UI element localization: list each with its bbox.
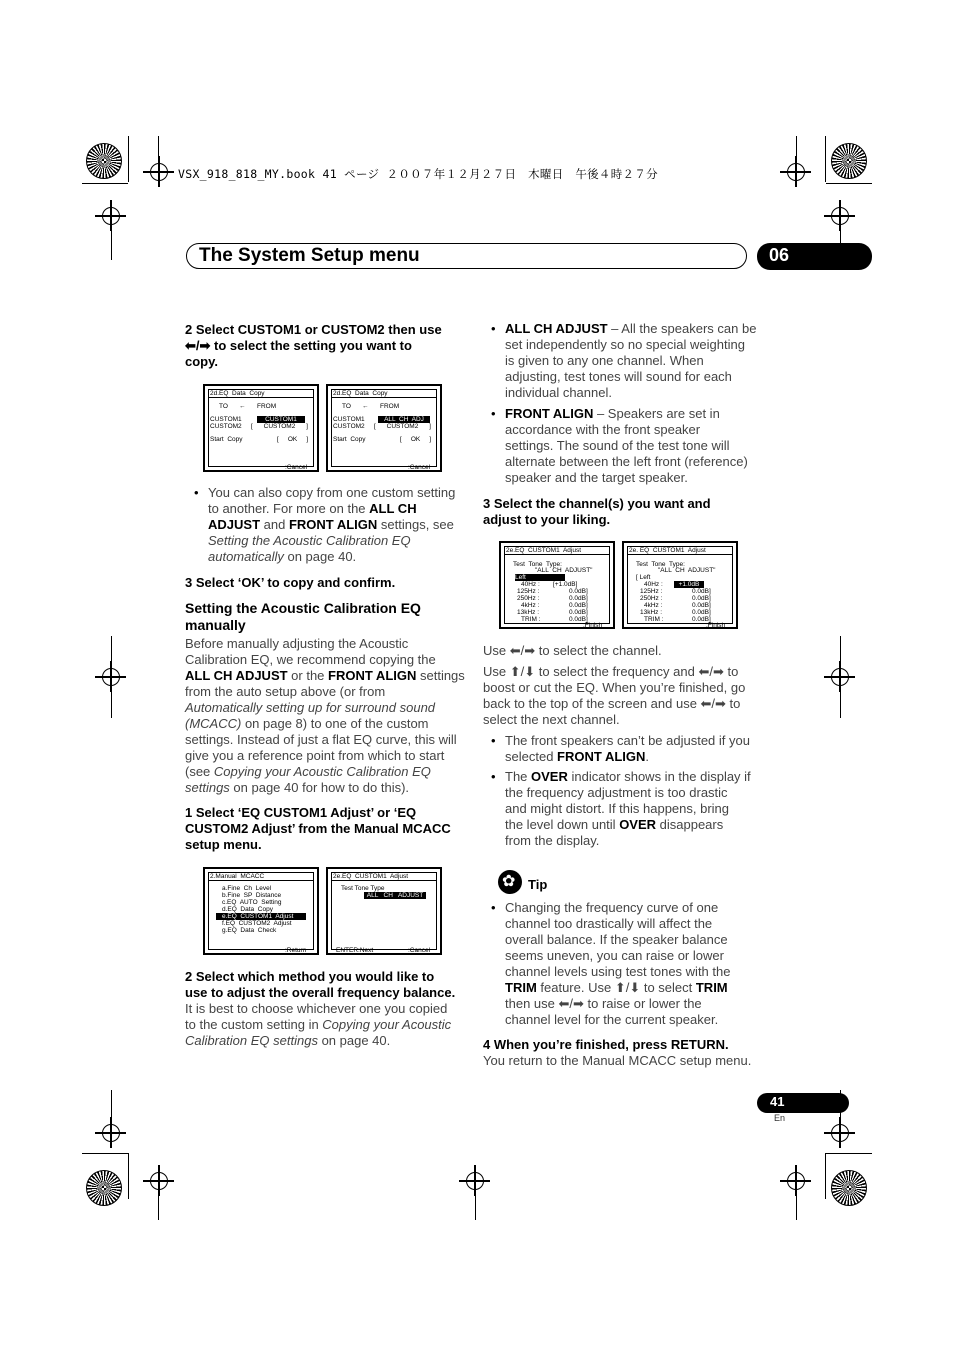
osd-text: 0.0dB] <box>569 616 588 623</box>
osd-menu-item: f.EQ CUSTOM2 Adjust <box>222 920 292 927</box>
text-span: – Speakers are set in <box>593 406 720 421</box>
osd-text: 40Hz : <box>644 581 663 588</box>
text-line: settings. Instead of just a flat EQ curve, this will <box>185 732 457 747</box>
osd-title: 2e.EQ CUSTOM1 Adjust <box>333 873 409 880</box>
osd-text: 13kHz : <box>517 609 540 616</box>
text-line: channel too drastically will affect the <box>505 916 713 931</box>
crosshair-icon <box>150 1172 168 1190</box>
section-title-bar <box>186 243 747 269</box>
osd-text: :Finish <box>583 622 603 629</box>
bullet-front-speakers <box>505 733 765 765</box>
text-line: set independently so no special weighting <box>505 337 745 352</box>
text-line: select the next channel. <box>483 712 620 727</box>
osd-text: 0.0dB] <box>569 602 588 609</box>
text-span: FRONT ALIGN <box>288 517 378 532</box>
text-line: from the display. <box>505 833 600 848</box>
osd-title: 2d.EQ Data Copy <box>210 390 265 397</box>
osd-text: [ OK ] <box>400 436 432 443</box>
osd-menu-item: d.EQ Data Copy <box>222 906 273 913</box>
text-line: and might distort. If this happens, bring <box>505 801 730 816</box>
text-span: TRIM <box>505 980 537 995</box>
text-span: on page 8) to one of the custom <box>241 716 429 731</box>
osd-title: 2d.EQ Data Copy <box>333 390 388 397</box>
osd-text: ENTER:Next <box>336 947 374 954</box>
text-span: ALL CH <box>369 501 417 516</box>
text-line: accordance with the front speaker <box>505 422 701 437</box>
section-heading: manually <box>185 617 246 633</box>
registration-star-icon <box>831 1170 867 1206</box>
text-line: • Changing the frequency curve of one <box>505 900 719 915</box>
language-code: En <box>774 1113 786 1123</box>
osd-text: :Finish <box>706 622 726 629</box>
osd-text: 0.0dB] <box>692 616 711 623</box>
osd-text: CUSTOM1 <box>210 416 242 423</box>
osd-title: 2e.EQ CUSTOM1 Adjust <box>506 547 582 554</box>
text-span: TRIM <box>695 980 728 995</box>
crosshair-icon <box>831 207 849 225</box>
osd-text: 0.0dB] <box>569 595 588 602</box>
text-span: indicator shows in the display if <box>567 769 751 784</box>
registration-star-icon <box>86 1170 122 1206</box>
text-span: settings <box>416 668 465 683</box>
tip-label: Tip <box>528 877 548 892</box>
text-span: to the custom setting in <box>185 1017 323 1032</box>
text-line: then use ⬅/➡ to raise or lower the <box>505 996 702 1011</box>
osd-text: FROM <box>380 403 400 410</box>
osd-text: "ALL CH ADJUST" <box>658 567 716 574</box>
text-span: OVER <box>619 817 657 832</box>
crosshair-icon <box>831 1124 849 1142</box>
step-2-heading: 2 Select CUSTOM1 or CUSTOM2 then use <box>185 322 442 337</box>
step-1-heading: setup menu. <box>185 837 262 852</box>
osd-selected: Left <box>515 574 565 581</box>
text-span: on page 40 for how to do this). <box>229 780 410 795</box>
osd-text: Test Tone Type: <box>636 561 685 568</box>
step-2-heading: copy. <box>185 354 218 369</box>
osd-screen-copy-b <box>326 384 442 472</box>
osd-text: CUSTOM1 <box>333 416 365 423</box>
osd-menu-item: a.Fine Ch Level <box>222 885 272 892</box>
step-1-heading: CUSTOM2 Adjust’ from the Manual MCACC <box>185 821 451 836</box>
text-span: the level down until <box>505 817 620 832</box>
osd-text: 0.0dB] <box>569 588 588 595</box>
bullet-front-align <box>505 406 765 486</box>
use-frequency-text <box>483 664 763 728</box>
text-line: • The front speakers can’t be adjusted if you <box>505 733 750 748</box>
bullet-copy-custom <box>208 485 468 565</box>
text-span: ALL CH ADJUST <box>505 321 608 336</box>
step-1-heading: 1 Select ‘EQ CUSTOM1 Adjust’ or ‘EQ <box>185 805 417 820</box>
osd-text: 125Hz : <box>517 588 540 595</box>
osd-text: TO <box>342 403 351 410</box>
text-line: channel levels using test tones with the <box>505 964 731 979</box>
osd-text: "ALL CH ADJUST" <box>535 567 593 574</box>
registration-star-icon <box>86 143 122 179</box>
osd-text: 250Hz : <box>640 595 663 602</box>
use-channel-text: Use ⬅/➡ to select the channel. <box>483 643 662 658</box>
text-line: back to the top of the screen and use ⬅/➡ to <box>483 696 741 711</box>
osd-text: :Return <box>285 947 307 954</box>
osd-text: ← <box>239 403 246 410</box>
bullet-over-indicator <box>505 769 765 849</box>
running-header: VSX_918_818_MY.book 41 ページ ２００７年１２月２７日 木曜日 午後４時２７分 <box>178 167 658 181</box>
crosshair-icon <box>150 163 168 181</box>
intro-paragraph <box>185 636 465 796</box>
text-span: Calibration EQ settings <box>185 1033 318 1048</box>
text-span: settings, see <box>377 517 454 532</box>
text-span: automatically <box>208 549 284 564</box>
text-span: – All the speakers can be <box>607 321 757 336</box>
page-title: The System Setup menu <box>199 245 420 266</box>
osd-text: 0.0dB] <box>692 595 711 602</box>
text-line: seems uneven, you can raise or lower <box>505 948 724 963</box>
osd-text: 125Hz : <box>640 588 663 595</box>
text-line: from the auto setup above (or from <box>185 684 386 699</box>
chapter-tab <box>757 243 872 270</box>
osd-screen-manual-mcacc <box>203 867 319 955</box>
osd-menu-item: b.Fine SP Distance <box>222 892 282 899</box>
text-span: settings <box>185 780 230 795</box>
tip-icon <box>498 870 522 894</box>
text-span: Copying your Acoustic Calibration EQ <box>213 764 431 779</box>
text-span: ALL CH ADJUST <box>185 668 288 683</box>
step-2-heading: ⬅/➡ to select the setting you want to <box>185 338 412 353</box>
text-line: is given to any one channel. When <box>505 353 704 368</box>
text-span: The <box>505 769 532 784</box>
osd-menu-item: c.EQ AUTO Setting <box>222 899 282 906</box>
osd-screen-copy-a <box>203 384 319 472</box>
text-line: overall balance. If the speaker balance <box>505 932 728 947</box>
text-line: Use ⬆/⬇ to select the frequency and ⬅/➡ to <box>483 664 739 679</box>
text-line: give you a reference point from which to start <box>185 748 445 763</box>
text-span: or the <box>287 668 329 683</box>
osd-text: :Cancel <box>408 947 431 954</box>
step-2-method-heading: 2 Select which method you would like to <box>185 969 435 984</box>
crosshair-icon <box>102 668 120 686</box>
text-span: Copying your Acoustic <box>322 1017 452 1032</box>
text-line: Setting the Acoustic Calibration EQ <box>208 533 411 548</box>
crosshair-icon <box>831 668 849 686</box>
text-span: . <box>645 749 650 764</box>
bullet-all-ch-adjust <box>505 321 765 401</box>
text-line: adjusting, test tones will sound for each <box>505 369 732 384</box>
step-3-channel-heading: adjust to your liking. <box>483 512 611 527</box>
text-span: FRONT ALIGN <box>505 406 594 421</box>
osd-selected: +1.0dB <box>674 581 704 588</box>
osd-selected: ALL CH ADJUST <box>364 892 426 899</box>
osd-text: Test Tone Type <box>341 885 385 892</box>
osd-text: [ CUSTOM2 ] <box>251 423 308 430</box>
text-line: individual channel. <box>505 385 612 400</box>
text-span: selected <box>505 749 558 764</box>
text-span: disappears <box>656 817 724 832</box>
text-line: channel level for the current speaker. <box>505 1012 719 1027</box>
osd-text: 250Hz : <box>517 595 540 602</box>
registration-star-icon <box>831 143 867 179</box>
text-line: alternate between the left front (reference) <box>505 454 748 469</box>
crosshair-icon <box>466 1172 484 1190</box>
text-span: feature. Use ⬆/⬇ to select <box>536 980 696 995</box>
chapter-number: 06 <box>769 245 790 265</box>
osd-text: Test Tone Type: <box>513 561 562 568</box>
osd-text: 0.0dB] <box>569 609 588 616</box>
osd-menu-item-selected: e.EQ CUSTOM1 Adjust <box>216 913 306 920</box>
step-4-heading: 4 When you’re finished, press RETURN. <box>483 1037 729 1052</box>
text-span: OVER <box>531 769 568 784</box>
step-3-heading: 3 Select ‘OK’ to copy and confirm. <box>185 575 396 590</box>
osd-text: 4kHz : <box>644 602 663 609</box>
osd-text: TRIM : <box>644 616 664 623</box>
osd-text: ← <box>362 403 369 410</box>
osd-text: Start Copy <box>210 436 243 443</box>
text-span: (see <box>185 764 214 779</box>
text-line: settings. The sound of the test tone will <box>505 438 730 453</box>
osd-title: 2e. EQ CUSTOM1 Adjust <box>629 547 706 554</box>
text-span: FRONT ALIGN <box>557 749 646 764</box>
osd-text: 0.0dB] <box>692 602 711 609</box>
text-line: Calibration EQ, we recommend copying the <box>185 652 436 667</box>
text-line: speaker and the target speaker. <box>505 470 688 485</box>
osd-screen-test-tone-type <box>326 867 442 955</box>
osd-text: CUSTOM2 <box>333 423 365 430</box>
section-heading: Setting the Acoustic Calibration EQ <box>185 600 421 616</box>
text-line: the frequency adjustment is too drastic <box>505 785 728 800</box>
osd-text: 0.0dB] <box>692 609 711 616</box>
osd-text: 4kHz : <box>521 602 540 609</box>
text-span: and <box>260 517 289 532</box>
text-line: It is best to choose whichever one you copied <box>185 1001 448 1016</box>
osd-screen-adjust-a <box>499 541 615 629</box>
crosshair-icon <box>102 207 120 225</box>
page-number: 41 <box>770 1094 785 1109</box>
osd-selected: ALL CH ADJ <box>378 416 430 423</box>
osd-text: :Cancel <box>285 464 308 471</box>
text-span: ADJUST <box>208 517 261 532</box>
step-4-text: You return to the Manual MCACC setup menu. <box>483 1053 752 1068</box>
text-line: Before manually adjusting the Acoustic <box>185 636 409 651</box>
osd-text: :Cancel <box>408 464 431 471</box>
osd-text: [+1.0dB] <box>553 581 578 588</box>
text-line: boost or cut the EQ. When you’re finished, go <box>483 680 746 695</box>
tip-bullet <box>505 900 765 1028</box>
osd-text: TO <box>219 403 228 410</box>
step-3-channel-heading: 3 Select the channel(s) you want and <box>483 496 711 511</box>
step-2-method-heading: use to adjust the overall frequency balance. <box>185 985 456 1000</box>
text-line: Automatically setting up for surround sound <box>185 700 436 715</box>
text-span: on page 40. <box>283 549 357 564</box>
text-span: to another. For more on the <box>208 501 370 516</box>
crosshair-icon <box>787 163 805 181</box>
text-span: (MCACC) <box>185 716 242 731</box>
osd-text: CUSTOM2 <box>210 423 242 430</box>
osd-text: [ Left <box>636 574 651 581</box>
text-span: FRONT ALIGN <box>328 668 417 683</box>
osd-text: 0.0dB] <box>692 588 711 595</box>
method-paragraph <box>185 1001 465 1049</box>
osd-screen-adjust-b <box>622 541 738 629</box>
page-number-badge <box>757 1093 849 1113</box>
osd-text: [ OK ] <box>277 436 309 443</box>
osd-selected: CUSTOM1 <box>257 416 305 423</box>
osd-menu-item: g.EQ Data Check <box>222 927 277 934</box>
osd-text: FROM <box>257 403 277 410</box>
osd-text: 40Hz : <box>521 581 540 588</box>
crosshair-icon <box>787 1172 805 1190</box>
osd-text: 13kHz : <box>640 609 663 616</box>
osd-text: [ CUSTOM2 ] <box>374 423 431 430</box>
text-line: • You can also copy from one custom setting <box>208 485 456 500</box>
osd-title: 2.Manual MCACC <box>210 873 265 880</box>
text-span: on page 40. <box>317 1033 391 1048</box>
osd-text: Start Copy <box>333 436 366 443</box>
crosshair-icon <box>102 1124 120 1142</box>
osd-text: TRIM : <box>521 616 541 623</box>
